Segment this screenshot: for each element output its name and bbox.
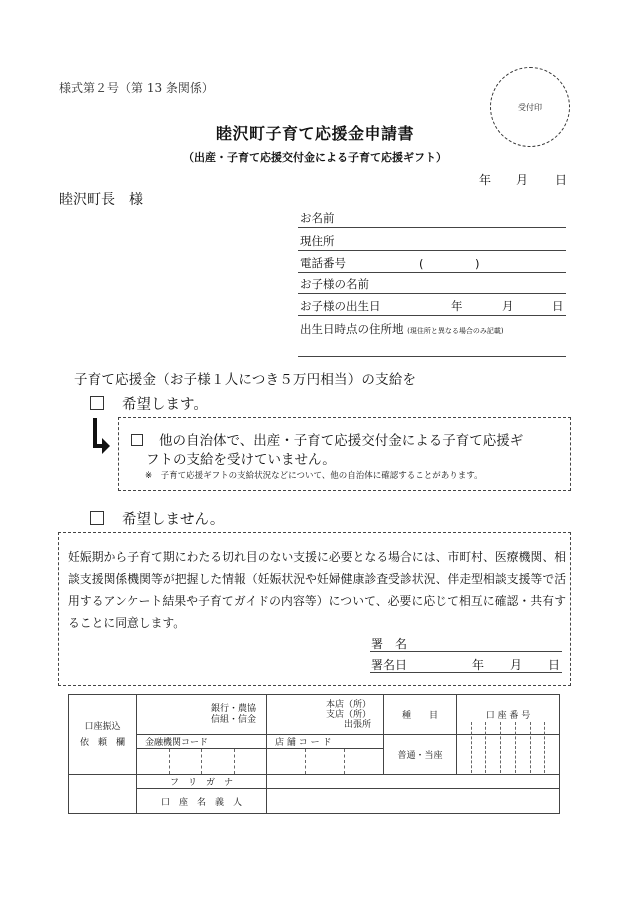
- branch-types-1: 本店（所）: [325, 699, 371, 710]
- page-title: 睦沢町子育て応援金申請書: [215, 124, 414, 143]
- other-municipality-note: ※ 子育て応援ギフトの支給状況などについて、他の自治体に確認することがあります。: [145, 471, 483, 481]
- blank-cell: [69, 775, 137, 789]
- branch-code-field[interactable]: [267, 749, 384, 775]
- sign-date-label: 署名日: [371, 658, 408, 672]
- support-intro: 子育て応援金（お子様１人につき５万円相当）の支給を: [74, 372, 417, 388]
- addressee: 睦沢町長 様: [59, 192, 143, 208]
- account-number-header: 口 座 番 号: [457, 695, 560, 735]
- phone-label: 電話番号: [300, 256, 346, 270]
- birth-year-label: 年: [451, 299, 463, 313]
- date-year: 年: [479, 173, 492, 187]
- furigana-field[interactable]: [267, 775, 560, 789]
- sign-month: 月: [510, 658, 523, 672]
- no-wish-option[interactable]: [90, 508, 224, 529]
- name-label: お名前: [300, 211, 335, 225]
- branch-code-label: 店 舗 コ ー ド: [267, 735, 384, 749]
- date-month: 月: [516, 173, 529, 187]
- bank-row-label: [69, 695, 137, 775]
- bank-row-label-1: 口座振込: [84, 721, 121, 732]
- branch-types-3: 出張所: [343, 719, 371, 730]
- account-holder-field[interactable]: [267, 789, 560, 814]
- branch-types-2: 支店（所）: [325, 709, 371, 720]
- institution-types-1: 銀行・農協: [210, 703, 256, 714]
- wish-checkbox[interactable]: [90, 396, 104, 410]
- address-field[interactable]: [298, 232, 566, 251]
- account-holder-label: 口 座 名 義 人: [137, 789, 267, 814]
- birth-address-label: 出生日時点の住所地: [300, 322, 404, 336]
- other-municipality-checkbox[interactable]: [131, 434, 143, 446]
- other-municipality-line2: フトの支給を受けていません。: [146, 452, 336, 468]
- address-label: 現住所: [300, 234, 335, 248]
- branch-types: [267, 695, 384, 735]
- institution-code-label: 金融機関コード: [137, 735, 267, 749]
- institution-types-2: 信組・信金: [210, 714, 256, 725]
- birth-address-note: (現住所と異なる場合のみ記載): [407, 327, 504, 335]
- type-header: 種 目: [384, 695, 457, 735]
- signature-field[interactable]: [370, 651, 562, 652]
- blank-cell-2: [69, 789, 137, 814]
- bank-row-label-2: 依 頼 欄: [79, 737, 125, 748]
- signature-label: 署 名: [371, 637, 408, 651]
- consent-text: 妊娠期から子育て期にわたる切れ目のない支援に必要となる場合には、市町村、医療機関、相談支援関係機関等が把握した情報（妊娠状況や妊婦健康診査受診状況、伴走型相談支援等で活用するアンケート結果や子育てガイドの内容等）について、必要に応じて相互に確認・共有することに同意します。: [68, 550, 566, 630]
- phone-field[interactable]: [298, 254, 566, 273]
- page-subtitle: （出産・子育て応援交付金による子育て応援ギフト）: [183, 151, 447, 164]
- other-municipality-option[interactable]: [131, 429, 523, 449]
- phone-paren-open: (: [419, 257, 424, 271]
- account-number-field[interactable]: [457, 735, 560, 775]
- child-birthdate-label: お子様の出生日: [300, 299, 381, 313]
- child-birthdate-field[interactable]: [298, 297, 566, 316]
- child-name-label: お子様の名前: [300, 277, 369, 291]
- stamp-label: 受付印: [518, 102, 542, 112]
- institution-types: [137, 695, 267, 735]
- account-type[interactable]: 普通・当座: [384, 735, 457, 775]
- sign-day: 日: [548, 658, 561, 672]
- date-day: 日: [555, 173, 568, 187]
- birth-address-field[interactable]: [298, 356, 566, 357]
- no-wish-label: 希望しません。: [122, 512, 225, 528]
- form-number: 様式第２号（第 13 条関係）: [59, 81, 214, 95]
- birth-day-label: 日: [552, 299, 564, 313]
- wish-option[interactable]: [90, 393, 208, 414]
- wish-label: 希望します。: [122, 397, 208, 413]
- sign-date-field[interactable]: [370, 672, 562, 673]
- birth-month-label: 月: [502, 299, 514, 313]
- phone-paren-close: ): [475, 257, 480, 271]
- child-name-field[interactable]: [298, 275, 566, 294]
- furigana-label: フ リ ガ ナ: [137, 775, 267, 789]
- bank-transfer-table: [68, 694, 560, 814]
- sign-year: 年: [472, 658, 485, 672]
- name-field[interactable]: [298, 209, 566, 228]
- no-wish-checkbox[interactable]: [90, 511, 104, 525]
- institution-code-field[interactable]: [137, 749, 267, 775]
- other-municipality-line1: 他の自治体で、出産・子育て応援交付金による子育て応援ギ: [159, 433, 524, 449]
- birth-address-label-row: [300, 321, 504, 337]
- arrow-down-right-icon: [90, 416, 112, 456]
